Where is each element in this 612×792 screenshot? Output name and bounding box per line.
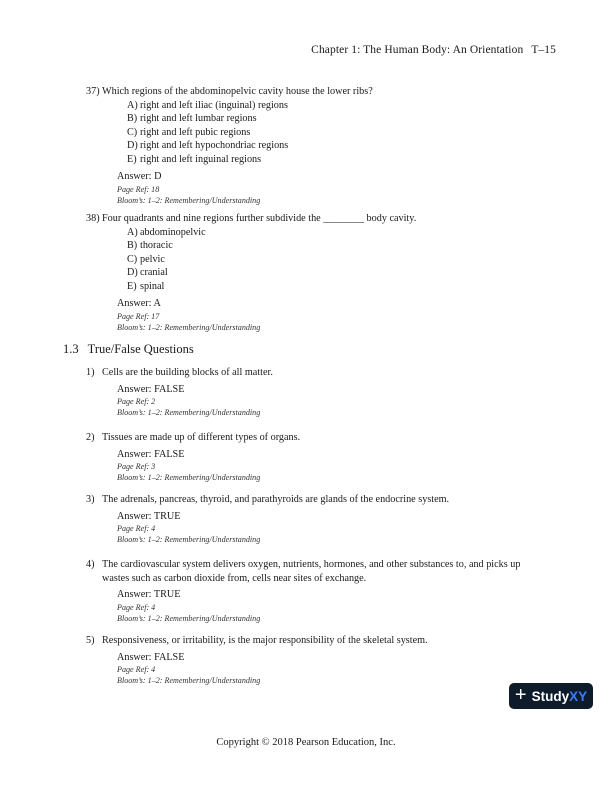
question-stem: Four quadrants and nine regions further subdivide the ________ body cavity. <box>102 213 417 224</box>
blooms-level: Bloom’s: 1–2: Remembering/Understanding <box>117 613 261 623</box>
question-number: 2) <box>86 432 95 443</box>
answer: Answer: FALSE <box>117 383 185 395</box>
question-stem: Cells are the building blocks of all matter. <box>102 367 273 378</box>
tf-question-2 <box>86 431 542 483</box>
options-list <box>127 99 542 167</box>
brand-name: StudyXY <box>531 688 588 704</box>
blooms-level: Bloom’s: 1–2: Remembering/Understanding <box>117 676 261 685</box>
question-37 <box>86 85 542 206</box>
option: D) cranial <box>127 267 168 278</box>
page-ref: Page Ref: 4 <box>117 602 156 612</box>
question-number: 1) <box>86 367 95 378</box>
tf-question-5 <box>86 634 542 686</box>
question-stem: Which regions of the abdominopelvic cavity house the lower ribs? <box>102 86 373 97</box>
question-number: 38) <box>86 213 100 224</box>
page-number: T–15 <box>531 44 556 56</box>
option: E) spinal <box>127 280 165 292</box>
answer: Answer: TRUE <box>117 589 181 600</box>
blooms-level: Bloom’s: 1–2: Remembering/Understanding <box>117 195 261 205</box>
page-ref: Page Ref: 2 <box>117 397 156 406</box>
option: A) abdominopelvic <box>127 226 206 238</box>
option: B) thoracic <box>127 240 173 251</box>
question-stem: The cardiovascular system delivers oxygen, nutrients, hormones, and other substances to, and picks up wastes such as carbon dioxide from, cells near sites of exchange. <box>102 559 521 584</box>
section-number: 1.3 <box>63 342 79 356</box>
question-number: 5) <box>86 635 95 646</box>
page-ref: Page Ref: 4 <box>117 665 156 674</box>
page-ref: Page Ref: 18 <box>117 184 160 194</box>
running-header <box>311 44 556 56</box>
copyright-footer: Copyright © 2018 Pearson Education, Inc. <box>216 737 396 748</box>
section-title: True/False Questions <box>87 342 194 356</box>
question-stem: Responsiveness, or irritability, is the major responsibility of the skeletal system. <box>102 635 428 646</box>
chapter-title: Chapter 1: The Human Body: An Orientation <box>311 44 524 56</box>
option: C) pelvic <box>127 253 165 265</box>
question-number: 37) <box>86 86 100 97</box>
studyxy-badge[interactable] <box>509 683 593 709</box>
answer: Answer: A <box>117 298 161 309</box>
blooms-level: Bloom’s: 1–2: Remembering/Understanding <box>117 473 261 482</box>
answer: Answer: D <box>117 171 162 182</box>
blooms-level: Bloom’s: 1–2: Remembering/Understanding <box>117 322 261 332</box>
answer: Answer: FALSE <box>117 448 185 460</box>
question-38 <box>86 212 542 333</box>
blooms-level: Bloom’s: 1–2: Remembering/Understanding <box>117 535 261 544</box>
tf-question-1 <box>86 366 542 418</box>
blooms-level: Bloom’s: 1–2: Remembering/Understanding <box>117 408 261 417</box>
question-number: 4) <box>86 559 95 570</box>
page-ref: Page Ref: 3 <box>117 462 156 471</box>
tf-question-4 <box>86 558 527 624</box>
page-ref: Page Ref: 17 <box>117 311 160 321</box>
option: C) right and left pubic regions <box>127 126 251 138</box>
answer: Answer: FALSE <box>117 651 185 663</box>
section-heading <box>63 342 194 357</box>
option: B) right and left lumbar regions <box>127 113 257 124</box>
plus-icon: + <box>514 684 527 706</box>
option: A) right and left iliac (inguinal) regions <box>127 99 288 111</box>
question-number: 3) <box>86 494 95 505</box>
question-stem: Tissues are made up of different types of organs. <box>102 432 301 443</box>
page-ref: Page Ref: 4 <box>117 524 156 533</box>
option: E) right and left inguinal regions <box>127 153 262 165</box>
tf-question-3 <box>86 493 542 545</box>
option: D) right and left hypochondriac regions <box>127 140 289 151</box>
answer: Answer: TRUE <box>117 510 181 522</box>
question-stem: The adrenals, pancreas, thyroid, and parathyroids are glands of the endocrine system. <box>102 494 450 505</box>
options-list <box>127 226 542 294</box>
